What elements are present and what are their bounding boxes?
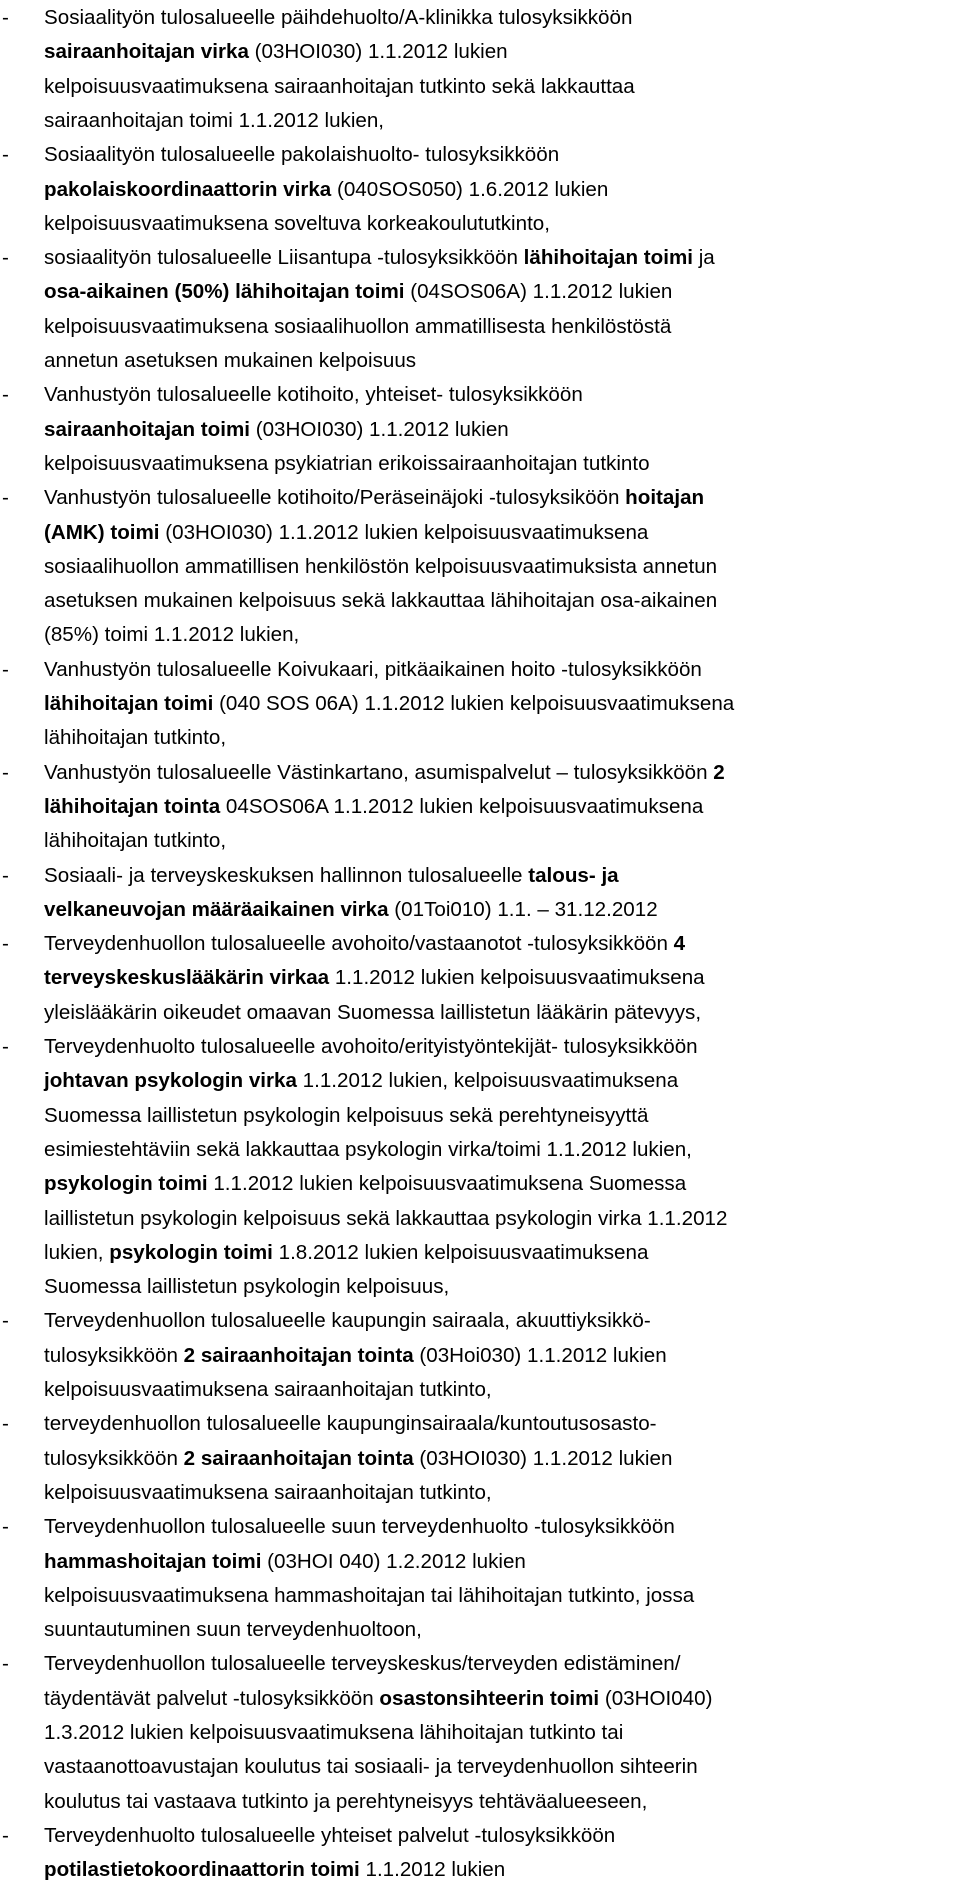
text-segment: Vanhustyön tulosalueelle Koivukaari, pitkäaikainen hoito -tulosyksikköön	[44, 657, 702, 681]
text-line	[44, 721, 226, 755]
text-line	[44, 1339, 667, 1373]
text-line	[44, 1853, 505, 1887]
text-line	[44, 1373, 492, 1407]
emphasized-text: 2 sairaanhoitajan tointa	[183, 1343, 414, 1367]
list-bullet: -	[2, 760, 9, 784]
text-line	[44, 1236, 648, 1270]
text-segment: tulosyksikköön	[44, 1343, 184, 1367]
text-segment: 1.1.2012 lukien, kelpoisuusvaatimuksena	[296, 1069, 679, 1093]
text-segment: vastaanottoavustajan koulutus tai sosiaali- ja terveydenhuollon sihteerin	[44, 1755, 698, 1779]
text-line	[44, 1099, 648, 1133]
text-segment: kelpoisuusvaatimuksena hammashoitajan tai lähihoitajan tutkinto, jossa	[44, 1583, 695, 1607]
text-segment: 1.3.2012 lukien kelpoisuusvaatimuksena lähihoitajan tutkinto tai	[44, 1721, 624, 1744]
list-bullet: -	[2, 657, 9, 681]
text-line	[44, 1030, 698, 1064]
text-line	[44, 1716, 623, 1750]
text-segment: sosiaalihuollon ammatillisen henkilöstön kelpoisuusvaatimuksista annetun	[44, 554, 718, 578]
list-bullet: -	[2, 143, 9, 167]
emphasized-text: talous- ja	[528, 863, 619, 887]
text-segment: kelpoisuusvaatimuksena sairaanhoitajan tutkinto sekä lakkauttaa	[44, 74, 635, 98]
text-line	[44, 516, 648, 550]
text-line	[44, 927, 685, 961]
text-segment: Sosiaali- ja terveyskeskuksen hallinnon tulosalueelle	[44, 863, 529, 887]
emphasized-text: lähihoitajan toimi	[523, 246, 693, 270]
emphasized-text: osa-aikainen (50%) lähihoitajan toimi	[44, 280, 405, 304]
text-line	[44, 1, 632, 35]
text-line	[44, 1270, 449, 1304]
text-segment: 1.1.2012 lukien	[359, 1858, 506, 1882]
text-line	[44, 1647, 681, 1681]
text-segment: Vanhustyön tulosalueelle kotihoito, yhteiset- tulosyksikköön	[44, 383, 583, 407]
text-segment: Terveydenhuolto tulosalueelle yhteiset palvelut -tulosyksikköön	[44, 1823, 616, 1847]
text-segment: annetun asetuksen mukainen kelpoisuus	[44, 349, 417, 372]
text-line	[44, 1202, 727, 1236]
text-segment: Suomessa laillistetun psykologin kelpoisuus,	[44, 1275, 450, 1299]
list-bullet: -	[2, 246, 9, 270]
emphasized-text: potilastietokoordinaattorin toimi	[44, 1858, 360, 1882]
text-line	[44, 893, 658, 927]
emphasized-text: pakolaiskoordinaattorin virka	[44, 177, 332, 201]
text-segment: (03HOI030) 1.1.2012 lukien	[248, 40, 508, 64]
text-segment: kelpoisuusvaatimuksena sairaanhoitajan tutkinto,	[44, 1378, 492, 1401]
text-segment: esimiestehtäviin sekä lakkauttaa psykologin virka/toimi 1.1.2012 lukien,	[44, 1137, 692, 1161]
text-line	[44, 1545, 526, 1579]
text-line	[44, 138, 559, 172]
text-segment: Terveydenhuollon tulosalueelle avohoito/vastaanotot -tulosyksikköön	[44, 932, 674, 956]
text-line	[44, 1579, 694, 1613]
text-segment: (03HOI040)	[599, 1686, 713, 1710]
text-line	[44, 1613, 422, 1647]
list-bullet: -	[2, 932, 9, 956]
text-line	[44, 173, 608, 207]
text-line	[44, 618, 299, 652]
text-segment: 1.1.2012 lukien kelpoisuusvaatimuksena Suomessa	[207, 1172, 687, 1196]
text-segment: 04SOS06A 1.1.2012 lukien kelpoisuusvaatimuksena	[220, 794, 704, 818]
emphasized-text: sairaanhoitajan toimi	[44, 417, 250, 441]
list-bullet: -	[2, 1823, 9, 1847]
text-line	[44, 378, 583, 412]
text-segment: kelpoisuusvaatimuksena sairaanhoitajan tutkinto,	[44, 1480, 492, 1504]
emphasized-text: 2	[713, 760, 725, 784]
text-line	[44, 344, 416, 378]
text-segment: yleislääkärin oikeudet omaavan Suomessa laillistetun lääkärin pätevyys,	[44, 1000, 702, 1024]
text-line	[44, 584, 717, 618]
text-segment: (03HOI030) 1.1.2012 lukien	[250, 417, 509, 441]
text-line	[44, 653, 702, 687]
text-line	[44, 996, 701, 1030]
emphasized-text: terveyskeskuslääkärin virkaa	[44, 966, 330, 990]
emphasized-text: lähihoitajan toimi	[44, 692, 214, 715]
emphasized-text: lähihoitajan tointa	[44, 794, 221, 818]
text-line	[44, 1785, 647, 1819]
text-segment: terveydenhuollon tulosalueelle kaupunginsairaala/kuntoutusosasto-	[44, 1412, 657, 1436]
text-segment: kelpoisuusvaatimuksena sosiaalihuollon ammatillisesta henkilöstöstä	[44, 314, 672, 338]
text-line	[44, 310, 671, 344]
text-line	[44, 961, 705, 995]
emphasized-text: hoitajan	[625, 486, 705, 510]
text-line	[44, 1819, 615, 1853]
text-segment: kelpoisuusvaatimuksena psykiatrian erikoissairaanhoitajan tutkinto	[44, 451, 650, 475]
emphasized-text: (AMK) toimi	[44, 520, 160, 544]
text-segment: Terveydenhuollon tulosalueelle terveyskeskus/terveyden edistäminen/	[44, 1652, 681, 1676]
emphasized-text: psykologin toimi	[44, 1172, 208, 1196]
text-segment: Suomessa laillistetun psykologin kelpoisuus sekä perehtyneisyyttä	[44, 1103, 649, 1127]
text-segment: Terveydenhuollon tulosalueelle suun terveydenhuolto -tulosyksikköön	[44, 1515, 675, 1539]
emphasized-text: osastonsihteerin toimi	[379, 1686, 600, 1710]
emphasized-text: velkaneuvojan määräaikainen virka	[44, 897, 389, 921]
text-segment: (85%) toimi 1.1.2012 lukien,	[44, 623, 300, 647]
text-segment: (040 SOS 06A) 1.1.2012 lukien kelpoisuusvaatimuksena	[213, 692, 735, 715]
text-line	[44, 859, 619, 893]
text-segment: kelpoisuusvaatimuksena soveltuva korkeakoulututkinto,	[44, 211, 550, 235]
text-segment: (03HOI 040) 1.2.2012 lukien	[261, 1549, 526, 1573]
text-segment: Vanhustyön tulosalueelle Västinkartano, asumispalvelut – tulosyksikköön	[44, 760, 714, 784]
text-segment: (03HOI030) 1.1.2012 lukien	[413, 1446, 673, 1470]
text-segment: asetuksen mukainen kelpoisuus sekä lakkauttaa lähihoitajan osa-aikainen	[44, 589, 718, 613]
text-segment: lähihoitajan tutkinto,	[44, 829, 227, 853]
text-segment: Sosiaalityön tulosalueelle pakolaishuolto- tulosyksikköön	[44, 143, 560, 167]
text-line	[44, 275, 672, 309]
text-line	[44, 1510, 675, 1544]
text-segment: sosiaalityön tulosalueelle Liisantupa -tulosyksikköön	[44, 246, 524, 270]
text-line	[44, 241, 715, 275]
text-segment: täydentävät palvelut -tulosyksikköön	[44, 1686, 380, 1710]
text-line	[44, 447, 650, 481]
text-segment: (03Hoi030) 1.1.2012 lukien	[413, 1343, 667, 1367]
text-line	[44, 1750, 698, 1784]
text-line	[44, 481, 704, 515]
text-line	[44, 1442, 672, 1476]
emphasized-text: psykologin toimi	[109, 1240, 273, 1264]
text-segment: Terveydenhuollon tulosalueelle kaupungin sairaala, akuuttiyksikkö-	[44, 1309, 651, 1333]
list-bullet: -	[2, 1412, 9, 1436]
text-line	[44, 790, 703, 824]
text-segment: lukien,	[44, 1240, 110, 1264]
text-line	[44, 824, 226, 858]
text-segment: Vanhustyön tulosalueelle kotihoito/Peräseinäjoki -tulosyksiköön	[44, 486, 626, 510]
list-bullet: -	[2, 863, 9, 887]
text-segment: Terveydenhuolto tulosalueelle avohoito/erityistyöntekijät- tulosyksikköön	[44, 1035, 698, 1058]
text-segment: lähihoitajan tutkinto,	[44, 726, 227, 750]
list-bullet: -	[2, 1309, 9, 1333]
text-segment: suuntautuminen suun terveydenhuoltoon,	[44, 1618, 422, 1642]
list-bullet: -	[2, 1652, 9, 1676]
text-segment: (03HOI030) 1.1.2012 lukien kelpoisuusvaatimuksena	[159, 520, 649, 544]
text-line	[44, 550, 717, 584]
emphasized-text: 2 sairaanhoitajan tointa	[183, 1446, 414, 1470]
text-line	[44, 104, 384, 138]
text-segment: koulutus tai vastaava tutkinto ja perehtyneisyys tehtäväalueeseen,	[44, 1789, 648, 1813]
emphasized-text: 4	[673, 932, 686, 956]
text-segment: laillistetun psykologin kelpoisuus sekä lakkauttaa psykologin virka 1.1.2012	[44, 1206, 728, 1230]
list-bullet: -	[2, 486, 9, 510]
text-line	[44, 687, 734, 721]
text-segment: (040SOS050) 1.6.2012 lukien	[331, 177, 609, 201]
text-line	[44, 1682, 712, 1716]
text-line	[44, 1476, 492, 1510]
text-segment: tulosyksikköön	[44, 1446, 184, 1470]
list-bullet: -	[2, 383, 9, 407]
text-segment: (04SOS06A) 1.1.2012 lukien	[404, 280, 673, 304]
text-segment: sairaanhoitajan toimi 1.1.2012 lukien,	[44, 108, 385, 132]
text-segment: 1.8.2012 lukien kelpoisuusvaatimuksena	[272, 1240, 649, 1264]
text-line	[44, 756, 725, 790]
text-line	[44, 1167, 686, 1201]
emphasized-text: sairaanhoitajan virka	[44, 40, 249, 64]
emphasized-text: johtavan psykologin virka	[44, 1069, 297, 1093]
text-line	[44, 207, 550, 241]
text-line	[44, 1064, 678, 1098]
text-line	[44, 1407, 657, 1441]
list-bullet: -	[2, 1035, 9, 1058]
text-line	[44, 1133, 692, 1167]
emphasized-text: hammashoitajan toimi	[44, 1549, 262, 1573]
text-segment: (01Toi010) 1.1. – 31.12.2012	[388, 897, 658, 921]
list-bullet: -	[2, 6, 9, 29]
text-line	[44, 35, 508, 69]
text-segment: Sosiaalityön tulosalueelle päihdehuolto/A-klinikka tulosyksikköön	[44, 6, 633, 29]
list-bullet: -	[2, 1515, 9, 1539]
text-line	[44, 1304, 651, 1338]
text-line	[44, 70, 635, 104]
text-line	[44, 413, 509, 447]
text-segment: ja	[693, 246, 715, 270]
text-segment: 1.1.2012 lukien kelpoisuusvaatimuksena	[329, 966, 705, 990]
